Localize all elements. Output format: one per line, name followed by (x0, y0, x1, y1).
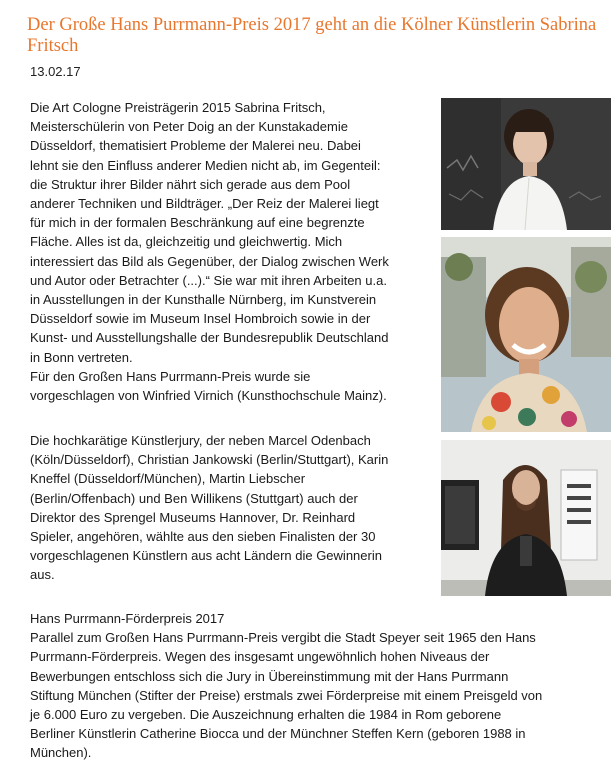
portrait-woman-smiling-icon (441, 237, 611, 432)
article-paragraph-3: Hans Purrmann-Förderpreis 2017 Parallel zum Großen Hans Purrmann-Preis vergibt die Stadt Speyer seit 1965 den Hans Purrmann-Förderpreis. Wegen des insgesamt ungewöhnlich hohen Niveaus der Bewerbungen entschloss sich die Jury in Übereinstimmung mit der Hans Purrmann Stiftung München (Stifter der Preise) erstmals zwei Förderpreise mit einem Preisgeld von je 6.000 Euro zu vergeben. Die Auszeichnung erhalten die 1984 in Rom geborene Berliner Künstlerin Catherine Biocca und der Münchner Steffen Kern (geboren 1988 in München). (30, 611, 543, 761)
article-title: Der Große Hans Purrmann-Preis 2017 geht an die Kölner Künstlerin Sabrina Fritsch (27, 15, 597, 56)
portrait-man-icon (441, 440, 611, 596)
portrait-woman-icon (441, 98, 611, 230)
portrait-photo-woman-smiling (441, 237, 611, 432)
article-paragraph-2: Die hochkarätige Künstlerjury, der neben Marcel Odenbach (Köln/Düsseldorf), Christian Jankowski (Berlin/Stuttgart), Karin Kneffel (Düsseldorf/München), Martin Liebscher (Berlin/Offenbach) und Ben Willikens (Stuttgart) auch der Direktor des Sprengel Museums Hannover, Dr. Reinhard Spieler, angehören, wählte aus den sieben Finalisten der 30 vorgeschlagenen Künstlern aus acht Ländern die Gewinnerin aus. (30, 433, 389, 583)
portrait-photo-man-gallery (441, 440, 611, 596)
article-date: 13.02.17 (30, 64, 81, 79)
article-paragraph-1: Die Art Cologne Preisträgerin 2015 Sabrina Fritsch, Meisterschülerin von Peter Doig an der Kunstakademie Düsseldorf, thematisiert Probleme der Malerei neu. Dabei lehnt sie den Einfluss anderer Medien nicht ab, im Gegenteil: die Struktur ihrer Bilder nährt sich gerade aus dem Pool anderer Techniken und Bildträger. „Der Reiz der Malerei liegt für mich in der formalen Beschränkung auf eine begrenzte Fläche. Alles ist da, gleichzeitig und gleichwertig. Mich interessiert das Bild als Gegenüber, der Dialog zwischen Werk und Autor oder Betrachter (...).“ Sie war mit ihren Arbeiten u.a. in Ausstellungen in der Kunsthalle Nürnberg, im Kunstverein Düsseldorf sowie im Museum Insel Hombroich sowie in der Kunst- und Ausstellungshalle der Bundesrepublik Deutschland in Bonn vertreten. Für den Großen Hans Purrmann-Preis wurde sie vorgeschlagen von Winfried Virnich (Kunsthochschule Mainz). (30, 100, 389, 404)
portrait-photo-sabrina (441, 98, 611, 230)
